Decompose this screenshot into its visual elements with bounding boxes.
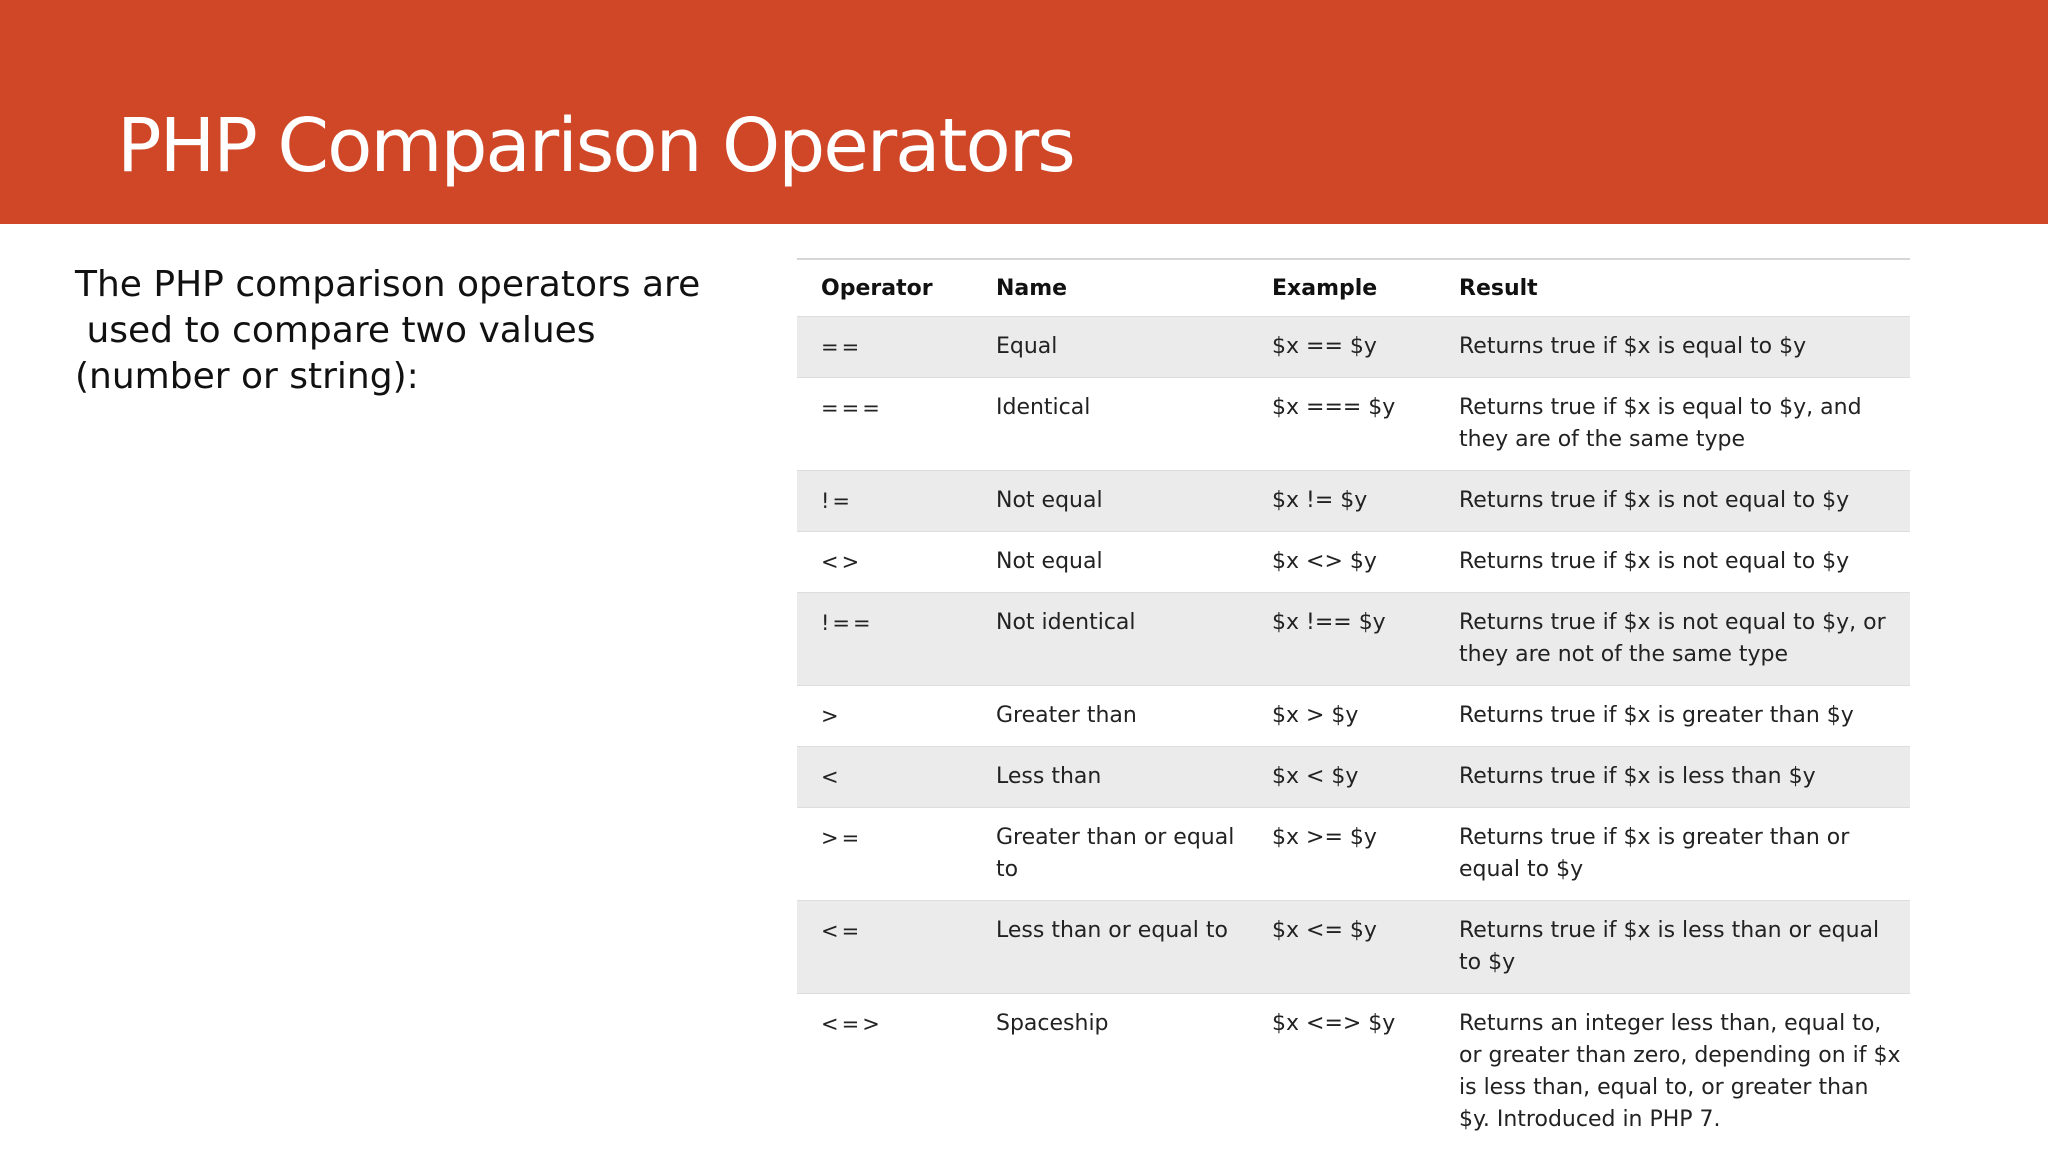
cell-operator: <=> (797, 994, 972, 1154)
table-row (797, 532, 1910, 593)
cell-result: Returns true if $x is not equal to $y (1435, 532, 1910, 593)
cell-example: $x !== $y (1248, 593, 1435, 686)
table-row (797, 747, 1910, 808)
header-operator: Operator (797, 260, 972, 317)
cell-example: $x === $y (1248, 378, 1435, 471)
cell-result: Returns true if $x is equal to $y, and they are of the same type (1435, 378, 1910, 471)
cell-operator: !== (797, 593, 972, 686)
cell-operator: <= (797, 901, 972, 994)
cell-result: Returns true if $x is equal to $y (1435, 317, 1910, 378)
table-row (797, 808, 1910, 901)
table-row (797, 593, 1910, 686)
table-row (797, 471, 1910, 532)
operators-table (797, 260, 1910, 1154)
cell-result: Returns true if $x is not equal to $y, or they are not of the same type (1435, 593, 1910, 686)
operators-table-container (797, 258, 1910, 1154)
cell-example: $x > $y (1248, 686, 1435, 747)
cell-name: Equal (972, 317, 1248, 378)
cell-result: Returns true if $x is greater than $y (1435, 686, 1910, 747)
cell-example: $x <> $y (1248, 532, 1435, 593)
cell-name: Spaceship (972, 994, 1248, 1154)
header-result: Result (1435, 260, 1910, 317)
cell-example: $x <=> $y (1248, 994, 1435, 1154)
table-row (797, 378, 1910, 471)
cell-example: $x != $y (1248, 471, 1435, 532)
cell-name: Greater than (972, 686, 1248, 747)
cell-example: $x <= $y (1248, 901, 1435, 994)
cell-name: Less than (972, 747, 1248, 808)
cell-result: Returns true if $x is greater than or equal to $y (1435, 808, 1910, 901)
title-bar (0, 0, 2048, 224)
cell-example: $x == $y (1248, 317, 1435, 378)
cell-result: Returns an integer less than, equal to, or greater than zero, depending on if $x is less than, equal to, or greater than $y. Introduced in PHP 7. (1435, 994, 1910, 1154)
cell-operator: == (797, 317, 972, 378)
cell-operator: < (797, 747, 972, 808)
cell-name: Not equal (972, 471, 1248, 532)
intro-line: used to compare two values (75, 308, 775, 354)
cell-operator: >= (797, 808, 972, 901)
cell-name: Identical (972, 378, 1248, 471)
cell-name: Less than or equal to (972, 901, 1248, 994)
cell-operator: === (797, 378, 972, 471)
cell-example: $x < $y (1248, 747, 1435, 808)
table-row (797, 686, 1910, 747)
cell-operator: != (797, 471, 972, 532)
intro-line: The PHP comparison operators are (75, 262, 775, 308)
table-row (797, 901, 1910, 994)
cell-result: Returns true if $x is less than $y (1435, 747, 1910, 808)
intro-line: (number or string): (75, 354, 775, 400)
table-row (797, 994, 1910, 1154)
cell-result: Returns true if $x is not equal to $y (1435, 471, 1910, 532)
cell-name: Not equal (972, 532, 1248, 593)
cell-operator: <> (797, 532, 972, 593)
header-example: Example (1248, 260, 1435, 317)
header-name: Name (972, 260, 1248, 317)
table-row (797, 317, 1910, 378)
cell-example: $x >= $y (1248, 808, 1435, 901)
table-header-row (797, 260, 1910, 317)
cell-name: Not identical (972, 593, 1248, 686)
cell-name: Greater than or equal to (972, 808, 1248, 901)
cell-operator: > (797, 686, 972, 747)
slide-title: PHP Comparison Operators (117, 102, 1074, 191)
cell-result: Returns true if $x is less than or equal to $y (1435, 901, 1910, 994)
intro-text (75, 262, 775, 400)
